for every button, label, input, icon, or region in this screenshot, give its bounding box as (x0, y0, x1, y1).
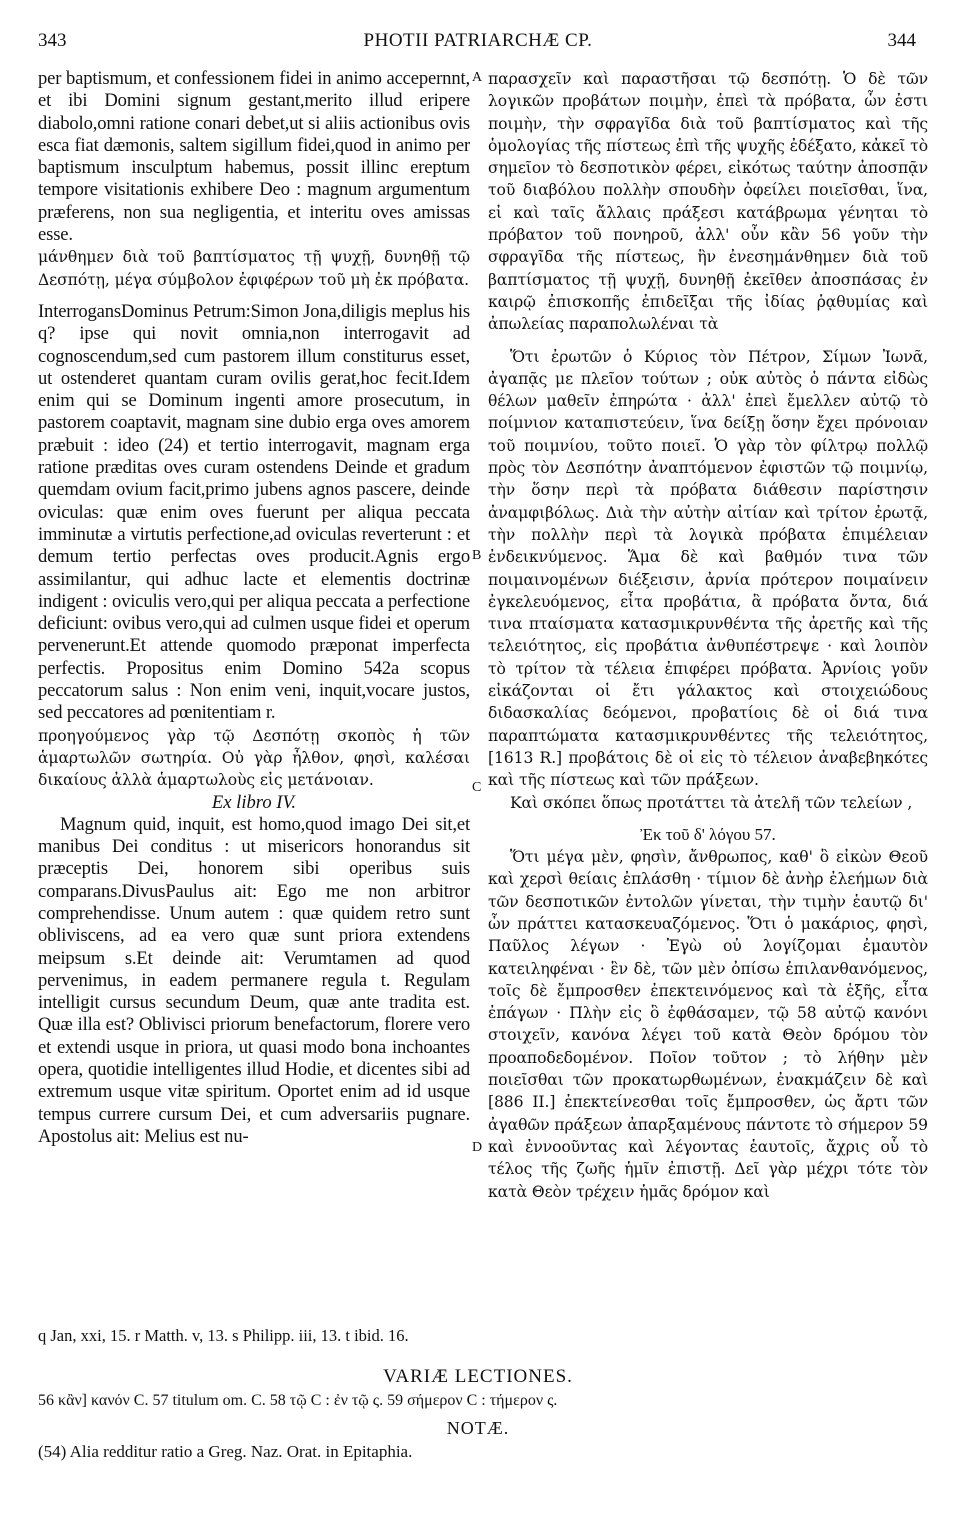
margin-letter-d: D (472, 1140, 483, 1155)
greek-paragraph-3: Ὅτι μέγα μὲν, φησὶν, ἄνθρωπος, καθ' ὃ εἰκὼν Θεοῦ καὶ χερσὶ θείαις ἐπλάσθη · τίμιον δὲ ἀνὴρ ἐλεήμων διὰ τῶν δεσποτικῶν ἐντολῶν γίνεται, τὴν τιμὴν ἑαυτῷ δι' ὧν πράττει κατασκευαζόμενος. Ὅτι ὁ μακάριος, φησὶ, Παῦλος λέγων · Ἐγὼ οὐ λογίζομαι ἐμαυτὸν κατειληφέναι · ἓν δὲ, τῶν μὲν ὀπίσω ἐπιλανθανόμενος, τοῖς δὲ ἔμπροσθεν ἐπεκτεινόμενος καὶ τὰ ἑξῆς, εἶτα ἐπάγων · Πλὴν εἰς ὃ ἐφθάσαμεν, τῷ 58 αὐτῷ κανόνι στοιχεῖν, κανόνα λέγει τοῦ κατὰ Θεὸν δρόμου τὸν προαποδεδομένον. Ποῖον τοῦτον ; τὸ λήθην μὲν ποιεῖσθαι τῶν προκατωρθωμένων, ἐνακμάζειν δὲ καὶ [886 II.] ἐπεκτείνεσθαι τοῖς ἔμπροσθεν, ὡς ἄρτι τῶν ἀγαθῶν πράξεων ἀπαρξαμένους πάντοτε τὸ σήμερον 59 καὶ ἐννοοῦντας καὶ λέγοντας ἑαυτοῖς, ἄχρις οὗ τὸ τέλος τῆς ζωῆς ἡμῖν ἐπιστῇ. Δεῖ γὰρ μέχρι τότε τὸν κατὰ Θεὸν τρέχειν ἡμᾶς δρόμον καὶ (488, 848, 928, 1201)
variae-lectiones-title: VARIÆ LECTIONES. (383, 1366, 573, 1387)
notae-text: (54) Alia redditur ratio a Greg. Naz. Orat. in Epitaphia. (38, 1442, 413, 1461)
latin-column (38, 68, 470, 1148)
greek-section-heading: Ἐκ τοῦ δ' λόγου 57. (640, 824, 776, 844)
greek-paragraph-2b: Καὶ σκόπει ὅπως προτάττει τὰ ἀτελῆ τῶν τελείων , (510, 793, 913, 812)
greek-continuation-2: προηγούμενος γὰρ τῷ Δεσπότῃ σκοπὸς ἡ τῶν ἁμαρτωλῶν σωτηρία. Οὐ γὰρ ἦλθον, φησὶ, καλέσαι δικαίους ἀλλὰ ἁμαρτωλοὺς εἰς μετάνοιαν. (38, 726, 470, 790)
margin-letter-c: C (472, 780, 482, 795)
greek-continuation-1: μάνθημεν διὰ τοῦ βαπτίσματος τῇ ψυχῇ, δυνηθῇ τῷ Δεσπότῃ, μέγα σύμβολον ἐφιφέρων τοῦ μὴ ἐκ πρόβατα. (38, 248, 470, 289)
latin-paragraph-1: per baptismum, et confessionem fidei in animo accepernnt, et ibi Domini signum gestant,merito illud eripere diabolo,omni ratione conari debet,ut si aliis actionibus ovis esca fiat dæmonis, saltem sigillum fidei,quod in animo per baptismum insculptum habemus, possit illinc ereptum tempore visitationis exhibere Deo : magnum argumentum præferens, non sua negligentia, et interitu oves amissas esse. (38, 68, 470, 246)
page-number-left: 343 (38, 30, 67, 51)
latin-paragraph-3: Magnum quid, inquit, est homo,quod imago Dei sit,et manibus Dei conditus : ut misericors honorandus sit præceptis Dei, honorem sibi operibus suis comparans.DivusPaulus ait: Ego me non arbitror comprehendisse. Unum autem : quæ quidem retro sunt obliviscens, ad ea vero quæ sunt priora extendens meipsum s.Et deinde ait: Verumtamen ad quod pervenimus, in eadem permanere regula t. Regulam intelligit cursus secundum Deum, quæ ante tradita est. Quæ illa est? Oblivisci priorum benefactorum, florere vero et extendi usque in priora, ut quasi modo bona inchoantes opera, quotidie intelligentes illud Hodie, et dicentes sibi ad extremum usque vitæ spiritum. Oportet enim ad id usque tempus currere cursum Dei, et cum adversariis pugnare. Apostolus ait: Melius est nu- (38, 813, 470, 1147)
running-title: PHOTII PATRIARCHÆ CP. (363, 30, 593, 51)
margin-letter-b: B (472, 548, 482, 563)
latin-section-heading: Ex libro IV. (211, 791, 297, 813)
scripture-references: q Jan, xxi, 15. r Matth. v, 13. s Philipp. iii, 13. t ibid. 16. (38, 1326, 409, 1345)
margin-letter-a: A (472, 70, 483, 85)
greek-paragraph-2: Ὅτι ἐρωτῶν ὁ Κύριος τὸν Πέτρον, Σίμων Ἰωνᾶ, ἀγαπᾷς με πλεῖον τούτων ; οὐκ αὐτὸς ὁ πάντα εἰδὼς θέλων μαθεῖν ἐπηρώτα · ἀλλ' ἐπεὶ ἔμελλεν αὐτῷ τὸ ποίμνιον καταπιστεύειν, ἵνα δείξῃ ὅσην ἔχει πρόνοιαν τοῦ ποιμνίου, τοῦτο ποιεῖ. Ὁ γὰρ τὸν φίλτρῳ πολλῷ πρὸς τὸν Δεσπότην ἀναπτόμενον ἐφιστῶν τῷ ποιμνίῳ, τὴν ὅσην περὶ τὰ πρόβατα διάθεσιν παρίστησιν ἀναμφιβόλως. Διὰ τὴν αὐτὴν αἰτίαν καὶ τρίτον ἐρωτᾷ, τὴν πολλὴν περὶ τὰ λογικὰ πρόβατα ἐπιμέλειαν ἐνδεικνύμενος. Ἅμα δὲ καὶ βαθμόν τινα τῶν ποιμαινομένων διέξεισιν, ἀρνία πρότερον ποιμαίνειν ἐγκελευόμενος, εἶτα προβάτια, ἃ πρόβατα ὄντα, διά τινα πταίσματα κατασμικρυνθέντα τῆς ἀρετῆς καὶ τῆς τελειότητος, εἰς προβάτια ἀνθυπέστρεψε · καὶ λοιπὸν τὸ τρίτον τὰ τέλεια ἐπιφέρει πρόβατα. Ἀρνίοις γοῦν εἰκάζονται οἱ ἔτι γάλακτος καὶ στοιχειώδους διδασκαλίας δεόμενοι, προβατίοις δὲ οἱ διά τινα παραπτώματα κατασμικρυνθέντες τῆς τελειότητος, [1613 R.] προβάτοις δὲ οἱ εἰς τὸ τέλειον ἀναβεβηκότες καὶ τῆς πίστεως καὶ τῶν πράξεων. (488, 347, 928, 790)
page-number-right: 344 (887, 30, 916, 51)
running-header (0, 30, 956, 60)
notae-title: NOTÆ. (446, 1418, 510, 1438)
greek-paragraph-1: παρασχεῖν καὶ παραστῆσαι τῷ δεσπότῃ. Ὁ δὲ τῶν λογικῶν προβάτων ποιμὴν, ἐπεὶ τὰ πρόβατα, ὧν ἐστι ποιμὴν, τὴν σφραγῖδα διὰ τοῦ βαπτίσματος καὶ τῆς ὁμολογίας τῆς πίστεως ἐπὶ τῆς ψυχῆς ἐδέξατο, κἀκεῖ τὸ σημεῖον τὸ δεσποτικὸν φέρει, εἰκότως ταύτην ἀποσπᾷν τοῦ διαβόλου πολλὴν σπουδὴν ὀφείλει ποιεῖσθαι, ἵνα, εἰ καὶ ταῖς ἄλλαις πράξεσι κατάβρωμα γένηται τὸ πρόβατον τοῦ πονηροῦ, ἀλλ' οὖν κἂν 56 γοῦν τὴν σφραγῖδα τῆς πίστεως, ἣν ἐνεσημάνθημεν διὰ τοῦ βαπτίσματος τῇ ψυχῇ, δυνηθῇ ἐκεῖθεν ἀποσπάσας ἐν καιρῷ ἐπισκοπῆς ἐπιδεῖξαι τῆς ἰδίας ῥᾳθυμίας καὶ ἀπωλείας παραπολωλέναι τὰ (488, 70, 928, 334)
latin-paragraph-2: InterrogansDominus Petrum:Simon Jona,diligis meplus his q? ipse qui novit omnia,non interrogavit ad cognoscendum,sed cum pastorem illum constiturus esset, ut ostenderet quantam curam ovilis gerat,hoc fecit.Idem enim qui se Dominum ingenti amore prosecutum, in pastorem coaptavit, magnam sine dubio erga oves amorem præbuit : ideo (24) et tertio interrogavit, magnam erga ratione præditas oves curam ostendens Deinde et gradum quemdam ovium facit,primo jubens agnos pascere, deinde oviculas: quæ enim oves fuerunt per aliqua peccata imminutæ a virtutis perfectione,ad oviculas reverterunt : et demum tertio perfectas oves producit.Agnis ergo assimilantur, qui adhuc lacte et elementis doctrinæ indigent : oviculis vero,qui per aliqua peccata a perfectione deficiunt: ovibus vero,qui ad culmen usque fidei et operum pervenerunt.Et attende quomodo præponat imperfecta perfectis. Propositus enim Domino 542a scopus peccatorum salus : Non enim veni, inquit,vocare justos, sed peccatores ad pœnitentiam r. (38, 300, 470, 724)
variae-lectiones-text: 56 κἂν] κανόν C. 57 titulum om. C. 58 τῷ C : ἐν τῷ ς. 59 σήμερον C : τήμερον ς. (38, 1392, 558, 1409)
greek-column (488, 68, 928, 1203)
